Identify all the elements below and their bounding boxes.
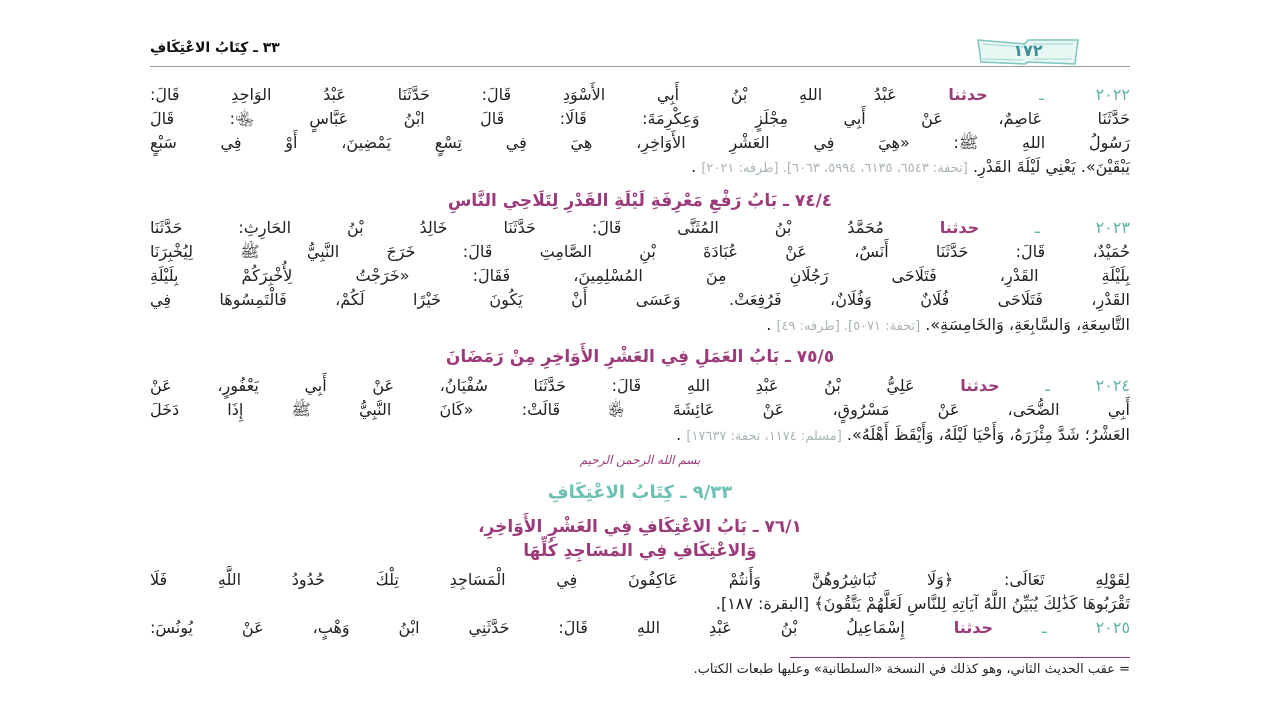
ayah-line-2 — [150, 592, 1130, 616]
bab-75-heading: ٧٥/٥ ـ بَابُ العَمَلِ فِي العَشْرِ الأَوَاخِرِ مِنْ رَمَضَانَ — [445, 347, 835, 367]
hadith-2023-line-1 — [150, 216, 1130, 240]
haddathana: حدثنا — [939, 218, 980, 237]
hadith-2023-line-2: حُمَيْدٌ، قَالَ: حَدَّثَنَا أَنَسٌ، عَنْ عُبَادَةَ بْنِ الصَّامِتِ قَالَ: خَرَجَ النَّبِيُّ ﷺ لِيُخْبِرَنَا — [150, 242, 1130, 261]
page-number: ١٧٢ — [1013, 41, 1043, 60]
footnote-divider — [790, 657, 1130, 658]
bab-74-heading: ٧٤/٤ ـ بَابُ رَفْعِ مَعْرِفَةِ لَيْلَةِ القَدْرِ لِتَلَاحِي النَّاسِ — [447, 191, 833, 211]
page-number-badge — [975, 36, 1081, 66]
ayah-text: تَقْرَبُوهَا كَذَٰلِكَ يُبَيِّنُ اللَّهُ آيَاتِهِ لِلنَّاسِ لَعَلَّهُمْ يَتَّقُونَ﴾ — [814, 594, 1130, 613]
hadith-2025-line-1 — [150, 616, 1130, 640]
basmala-calligraphy: بسم الله الرحمن الرحيم — [579, 453, 701, 467]
ayah-line-1: لِقَوْلِهِ تَعَالَى: ﴿وَلَا تُبَاشِرُوهُنَّ وَأَنتُمْ عَاكِفُونَ فِي الْمَسَاجِدِ تِلْكَ حُدُودُ اللَّهِ فَلَا — [150, 570, 1130, 589]
hadith-text: عَبْدُ اللهِ بْنُ أَبِي الأَسْوَدِ قَالَ: حَدَّثَنَا عَبْدُ الوَاحِدِ قَالَ: — [150, 85, 897, 104]
hadith-number: ٢٠٢٢ ـ — [1039, 85, 1131, 104]
hadith-2022-line-1 — [150, 83, 1130, 107]
bab-76-heading-line-1: ٧٦/١ ـ بَابُ الاعْتِكَافِ فِي العَشْرِ الأَوَاخِرِ، — [478, 517, 802, 537]
hadith-2023-line-5 — [150, 313, 1130, 337]
kitab-title: ٩/٣٣ ـ كِتَابُ الاعْتِكَافِ — [547, 482, 733, 503]
hadith-text: عَلِيُّ بْنُ عَبْدِ اللهِ قَالَ: حَدَّثَنَا سُفْيَانُ، عَنْ أَبِي يَعْفُورٍ، عَنْ — [150, 376, 915, 395]
full-stop: . — [766, 315, 772, 334]
hadith-2024-line-3 — [150, 423, 1130, 447]
hadith-2023-line-3: بِلَيْلَةِ القَدْرِ، فَتَلَاحَى رَجُلَانِ مِنَ المُسْلِمِينَ، فَقَالَ: «خَرَجْتُ لِأُخْبِرَكُمْ بِلَيْلَةِ — [150, 266, 1130, 285]
hadith-text: مُحَمَّدُ بْنُ المُثَنَّى قَالَ: حَدَّثَنَا خَالِدُ بْنُ الحَارِثِ: حَدَّثَنَا — [150, 218, 884, 237]
hadith-number: ٢٠٢٥ ـ — [1042, 618, 1131, 637]
hadith-2024-line-1 — [150, 374, 1130, 398]
hadith-text: إِسْمَاعِيلُ بْنُ عَبْدِ اللهِ قَالَ: حَدَّثَنِي ابْنُ وَهْبٍ، عَنْ يُونُسَ: — [150, 618, 905, 637]
footnote: = عقب الحديث الثاني، وهو كذلك في النسخة «السلطانية» وعليها طبعات الكتاب. — [693, 662, 1130, 677]
full-stop: . — [676, 425, 682, 444]
reference: [تحفة: ٦٥٤٣، ٦١٣٥، ٥٩٩٤، ٦٠٦٣]. [طرفه: ٢٠٢١] — [701, 161, 968, 176]
hadith-text: التَّاسِعَةِ، وَالسَّابِعَةِ، وَالخَامِسَةِ». — [925, 315, 1130, 334]
full-stop: . — [691, 157, 697, 176]
hadith-2022-line-4 — [150, 155, 1130, 179]
reference: [تحفة: ٥٠٧١]. [طرفه: ٤٩] — [776, 319, 921, 334]
hadith-text: العَشْرُ؛ شَدَّ مِئْزَرَهُ، وَأَحْيَا لَيْلَهُ، وَأَيْقَظَ أَهْلَهُ». — [846, 425, 1130, 444]
hadith-2022-line-2: حَدَّثَنَا عَاصِمٌ، عَنْ أَبِي مِجْلَزٍ وَعِكْرِمَةَ: قَالَا: قَالَ ابْنُ عَبَّاسٍ ﵄: قَالَ — [150, 109, 1130, 128]
hadith-number: ٢٠٢٤ ـ — [1045, 376, 1131, 395]
haddathana: حدثنا — [960, 376, 1000, 395]
haddathana: حدثنا — [953, 618, 994, 637]
running-header-title: ٣٣ ـ كِتَابُ الاعْتِكَافِ — [150, 40, 280, 56]
hadith-number: ٢٠٢٣ ـ — [1035, 218, 1131, 237]
header-divider — [150, 66, 1130, 67]
hadith-2022-line-3: رَسُولُ اللهِ ﷺ: «هِيَ فِي العَشْرِ الأَوَاخِرِ، هِيَ فِي تِسْعٍ يَمْضِينَ، أَوْ فِي سَبْعٍ — [150, 133, 1130, 152]
bab-76-heading-line-2: وَالاعْتِكَافِ فِي المَسَاجِدِ كُلِّهَا — [523, 541, 757, 561]
hadith-text: يَبْقَيْنَ». يَعْنِي لَيْلَةَ القَدْرِ. — [972, 157, 1130, 176]
reference: [البقرة: ١٨٧] — [720, 594, 810, 613]
hadith-2024-line-2: أَبِي الضُّحَى، عَنْ مَسْرُوقٍ، عَنْ عَائِشَةَ ﵂ قَالَتْ: «كَانَ النَّبِيُّ ﷺ إِذَا دَخَلَ — [150, 400, 1130, 419]
haddathana: حدثنا — [948, 85, 988, 104]
hadith-2023-line-4: القَدْرِ، فَتَلَاحَى فُلَانٌ وَفُلَانٌ، فَرُفِعَتْ. وَعَسَى أَنْ يَكُونَ خَيْرًا لَكُمْ، فَالْتَمِسُوهَا فِي — [150, 290, 1130, 309]
reference: [مسلم: ١١٧٤، تحفة: ١٧٦٣٧] — [686, 429, 842, 444]
full-stop: . — [715, 594, 721, 613]
